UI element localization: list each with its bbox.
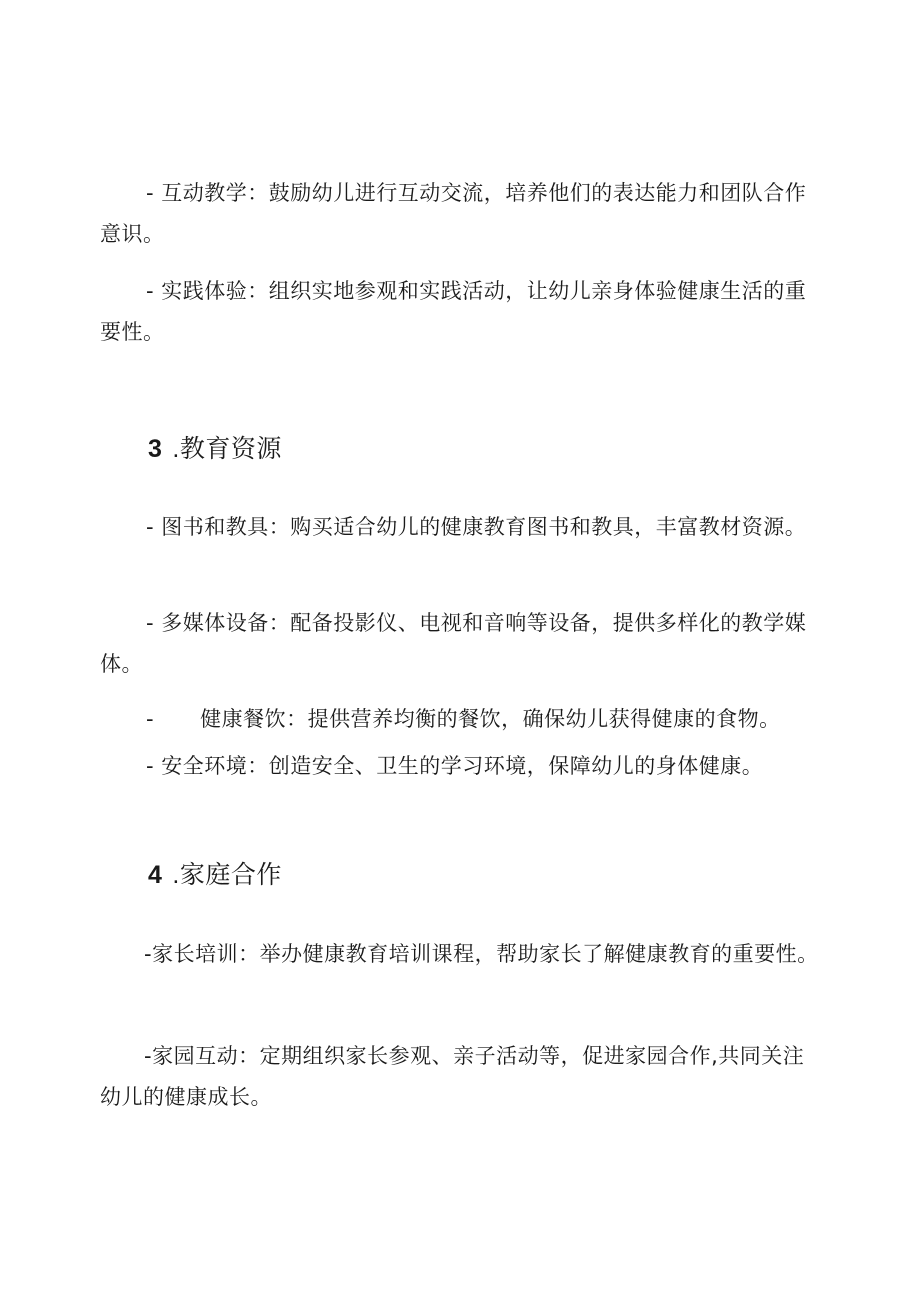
paragraph-multimedia-equipment: - 多媒体设备：配备投影仪、电视和音响等设备，提供多样化的教学媒体。 [100, 611, 807, 676]
section-heading-education-resources [148, 434, 282, 464]
section-heading-family-cooperation [148, 860, 282, 890]
dash-marker: - [146, 707, 155, 731]
section-number: 4 [148, 861, 163, 889]
section-title: .教育资源 [172, 435, 282, 463]
paragraph-practice-experience: - 实践体验：组织实地参观和实践活动，让幼儿亲身体验健康生活的重要性。 [100, 279, 807, 344]
paragraph-interactive-teaching: - 互动教学：鼓励幼儿进行互动交流，培养他们的表达能力和团队合作意识。 [100, 181, 807, 246]
paragraph-parent-training: -家长培训：举办健康教育培训课程，帮助家长了解健康教育的重要性。 [144, 942, 819, 966]
section-title: .家庭合作 [172, 861, 282, 889]
healthy-diet-text: 健康餐饮：提供营养均衡的餐饮，确保幼儿获得健康的食物。 [200, 707, 781, 731]
section-number: 3 [148, 435, 163, 463]
paragraph-home-school-interaction: -家园互动：定期组织家长参观、亲子活动等，促进家园合作,共同关注幼儿的健康成长。 [100, 1044, 805, 1109]
paragraph-healthy-diet [100, 699, 822, 740]
paragraph-books-teaching-aids: - 图书和教具：购买适合幼儿的健康教育图书和教具，丰富教材资源。 [146, 515, 807, 539]
paragraph-safe-environment: - 安全环境：创造安全、卫生的学习环境，保障幼儿的身体健康。 [146, 754, 764, 778]
